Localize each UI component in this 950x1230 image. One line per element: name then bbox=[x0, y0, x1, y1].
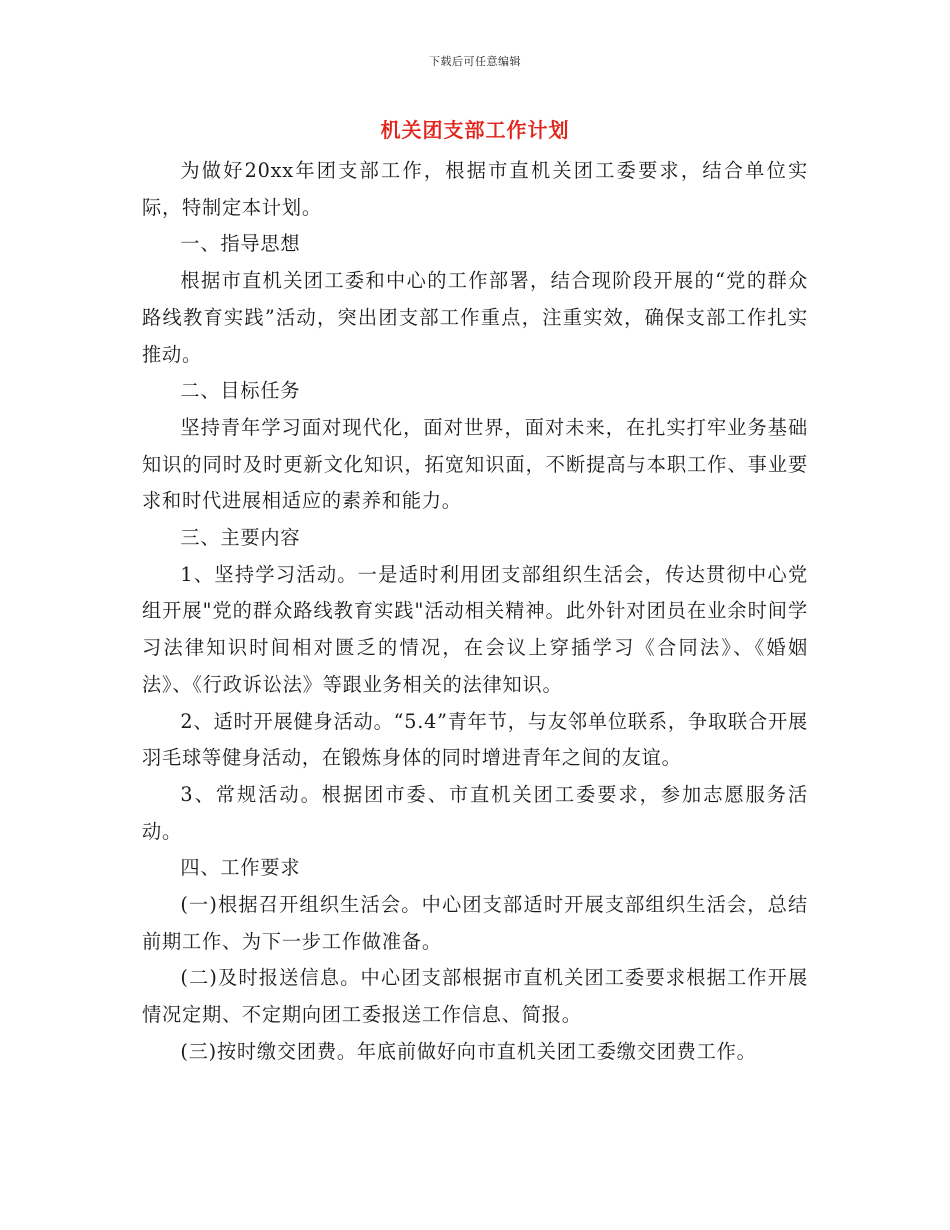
document-title: 机关团支部工作计划 bbox=[380, 118, 570, 142]
paragraph-requirement-2: (二)及时报送信息。中心团支部根据市直机关团工委要求根据工作开展情况定期、不定期向团工委报送工作信息、简报。 bbox=[142, 966, 808, 1027]
paragraph-intro: 为做好20xx年团支部工作，根据市直机关团工委要求，结合单位实际，特制定本计划。 bbox=[142, 159, 808, 219]
paragraph-requirement-3: (三)按时缴交团费。年底前做好向市直机关团工委缴交团费工作。 bbox=[180, 1039, 757, 1063]
heading-work-requirements: 四、工作要求 bbox=[180, 856, 301, 880]
heading-guiding-thought: 一、指导思想 bbox=[180, 232, 301, 256]
paragraph-requirement-1: (一)根据召开组织生活会。中心团支部适时开展支部组织生活会，总结前期工作、为下一步工作做准备。 bbox=[142, 893, 808, 953]
heading-main-content: 三、主要内容 bbox=[180, 526, 301, 550]
paragraph-content-2: 2、适时开展健身活动。“5.4”青年节，与友邻单位联系，争取联合开展羽毛球等健身活动，在锻炼身体的同时增进青年之间的友谊。 bbox=[142, 709, 808, 770]
paragraph-goals: 坚持青年学习面对现代化，面对世界，面对未来，在扎实打牢业务基础知识的同时及时更新文化知识，拓宽知识面，不断提高与本职工作、事业要求和时代进展相适应的素养和能力。 bbox=[142, 415, 808, 513]
document-body bbox=[142, 153, 808, 1071]
header-note: 下载后可任意编辑 bbox=[429, 55, 521, 68]
paragraph-guiding-thought: 根据市直机关团工委和中心的工作部署，结合现阶段开展的“党的群众路线教育实践”活动，突出团支部工作重点，注重实效，确保支部工作扎实推动。 bbox=[142, 269, 808, 366]
paragraph-content-1: 1、坚持学习活动。一是适时利用团支部组织生活会，传达贯彻中心党组开展"党的群众路线教育实践"活动相关精神。此外针对团员在业余时间学习法律知识时间相对匮乏的情况，在会议上穿插学习《合同法》、《婚姻法》、《行政诉讼法》等跟业务相关的法律知识。 bbox=[142, 562, 808, 696]
paragraph-content-3: 3、常规活动。根据团市委、市直机关团工委要求，参加志愿服务活动。 bbox=[142, 782, 808, 843]
heading-goals: 二、目标任务 bbox=[180, 379, 301, 403]
